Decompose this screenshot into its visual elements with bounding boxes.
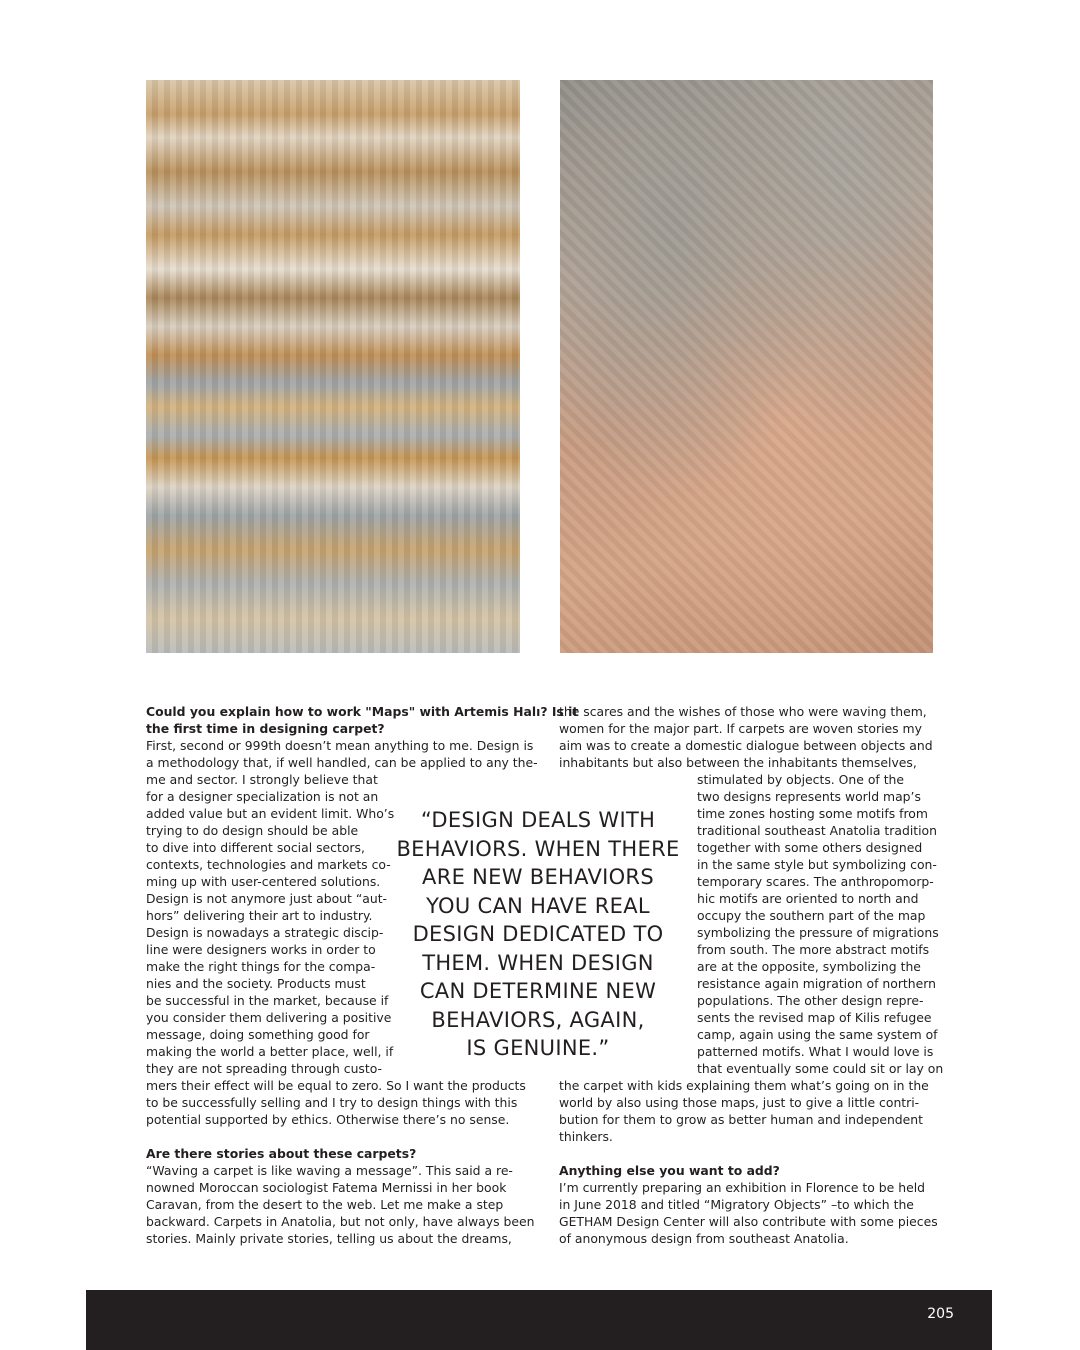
text-line: be successful in the market, because if bbox=[146, 993, 389, 1008]
text-line: nowned Moroccan sociologist Fatema Mernissi in her book bbox=[146, 1180, 507, 1195]
text-line: of anonymous design from southeast Anatolia. bbox=[559, 1231, 849, 1246]
pull-quote-line: CAN DETERMINE NEW bbox=[419, 979, 657, 1003]
text-line: traditional southeast Anatolia tradition bbox=[697, 823, 937, 838]
text-line: time zones hosting some motifs from bbox=[697, 806, 928, 821]
text-line: the scares and the wishes of those who were waving them, bbox=[559, 704, 927, 719]
text-line: Design is nowadays a strategic discip- bbox=[146, 925, 384, 940]
text-line: to dive into different social sectors, bbox=[146, 840, 365, 855]
text-line: I’m currently preparing an exhibition in Florence to be held bbox=[559, 1180, 926, 1195]
text-line: mers their effect will be equal to zero. So I want the products bbox=[146, 1078, 526, 1093]
text-line: making the world a better place, well, if bbox=[146, 1044, 394, 1059]
question-1: Could you explain how to work "Maps" with Artemis Halı? Is it the first time in designing carpet? bbox=[146, 704, 579, 736]
text-line: the carpet with kids explaining them what’s going on in the bbox=[559, 1078, 929, 1093]
text-line: hic motifs are oriented to north and bbox=[697, 891, 919, 906]
text-line: temporary scares. The anthropomorp- bbox=[697, 874, 934, 889]
page-number: 205 bbox=[927, 1306, 954, 1322]
text-line: contexts, technologies and markets co- bbox=[146, 857, 391, 872]
pull-quote-line: BEHAVIORS. WHEN THERE bbox=[396, 836, 680, 861]
text-line: thinkers. bbox=[559, 1129, 613, 1144]
pull-quote-line: THEM. WHEN DESIGN bbox=[422, 950, 654, 975]
text-line: GETHAM Design Center will also contribute with some pieces bbox=[559, 1214, 938, 1229]
text-line: First, second or 999th doesn’t mean anything to me. Design is bbox=[146, 738, 534, 753]
text-line: stories. Mainly private stories, telling us about the dreams, bbox=[146, 1231, 512, 1246]
text-line: from south. The more abstract motifs bbox=[697, 942, 930, 957]
text-line: populations. The other design repre- bbox=[697, 993, 924, 1008]
text-line: hors” delivering their art to industry. bbox=[146, 908, 373, 923]
text-line: make the right things for the compa- bbox=[146, 959, 376, 974]
pull-quote-line: YOU CAN HAVE REAL bbox=[426, 893, 650, 918]
footer-bar bbox=[86, 1290, 992, 1350]
text-line: occupy the southern part of the map bbox=[697, 908, 926, 923]
text-line: are at the opposite, symbolizing the bbox=[697, 959, 921, 974]
text-line: bution for them to grow as better human and independent bbox=[559, 1112, 924, 1127]
text-line: resistance again migration of northern bbox=[697, 976, 936, 991]
text-line: women for the major part. If carpets are woven stories my bbox=[559, 721, 922, 736]
text-line: you consider them delivering a positive bbox=[146, 1010, 392, 1025]
text-line: to be successfully selling and I try to design things with this bbox=[146, 1095, 518, 1110]
answer-3 bbox=[559, 1179, 938, 1247]
pull-quote bbox=[388, 806, 688, 1063]
carpet-photo-right bbox=[560, 80, 933, 653]
text-line: world by also using those maps, just to give a little contri- bbox=[559, 1095, 920, 1110]
pull-quote-line: IS GENUINE.” bbox=[466, 1036, 610, 1060]
text-line: camp, again using the same system of bbox=[697, 1027, 938, 1042]
text-line: together with some others designed bbox=[697, 840, 923, 855]
text-line: aim was to create a domestic dialogue between objects and bbox=[559, 738, 933, 753]
text-line: patterned motifs. What I would love is bbox=[697, 1044, 934, 1059]
text-line: symbolizing the pressure of migrations bbox=[697, 925, 939, 940]
text-line: nies and the society. Products must bbox=[146, 976, 366, 991]
text-line: sents the revised map of Kilis refugee bbox=[697, 1010, 932, 1025]
text-line: inhabitants but also between the inhabitants themselves, bbox=[559, 755, 917, 770]
text-line: two designs represents world map’s bbox=[697, 789, 921, 804]
text-line: Design is not anymore just about “aut- bbox=[146, 891, 388, 906]
text-line: stimulated by objects. One of the bbox=[697, 772, 905, 787]
text-line: potential supported by ethics. Otherwise there’s no sense. bbox=[146, 1112, 510, 1127]
pull-quote-line: “DESIGN DEALS WITH bbox=[420, 808, 656, 832]
question-2: Are there stories about these carpets? bbox=[146, 1146, 417, 1161]
text-line: that eventually some could sit or lay on bbox=[697, 1061, 944, 1076]
text-line: in June 2018 and titled “Migratory Objects” –to which the bbox=[559, 1197, 914, 1212]
text-line: they are not spreading through custo- bbox=[146, 1061, 383, 1076]
text-line: a methodology that, if well handled, can be applied to any the- bbox=[146, 755, 538, 770]
text-line: line were designers works in order to bbox=[146, 942, 376, 957]
question-3: Anything else you want to add? bbox=[559, 1163, 780, 1178]
text-line: backward. Carpets in Anatolia, but not only, have always been bbox=[146, 1214, 535, 1229]
answer-2 bbox=[146, 1162, 535, 1247]
pull-quote-line: ARE NEW BEHAVIORS bbox=[422, 865, 654, 889]
pull-quote-line: DESIGN DEDICATED TO bbox=[412, 922, 664, 946]
text-line: ming up with user-centered solutions. bbox=[146, 874, 381, 889]
text-line: me and sector. I strongly believe that bbox=[146, 772, 378, 787]
text-line: in the same style but symbolizing con- bbox=[697, 857, 937, 872]
text-line: “Waving a carpet is like waving a message”. This said a re- bbox=[146, 1163, 513, 1178]
text-line: for a designer specialization is not an bbox=[146, 789, 379, 804]
text-line: trying to do design should be able bbox=[146, 823, 359, 838]
pull-quote-line: BEHAVIORS, AGAIN, bbox=[431, 1007, 645, 1032]
text-line: Caravan, from the desert to the web. Let me make a step bbox=[146, 1197, 504, 1212]
carpet-photo-left bbox=[146, 80, 520, 653]
text-line: added value but an evident limit. Who’s bbox=[146, 806, 395, 821]
text-line: message, doing something good for bbox=[146, 1027, 370, 1042]
